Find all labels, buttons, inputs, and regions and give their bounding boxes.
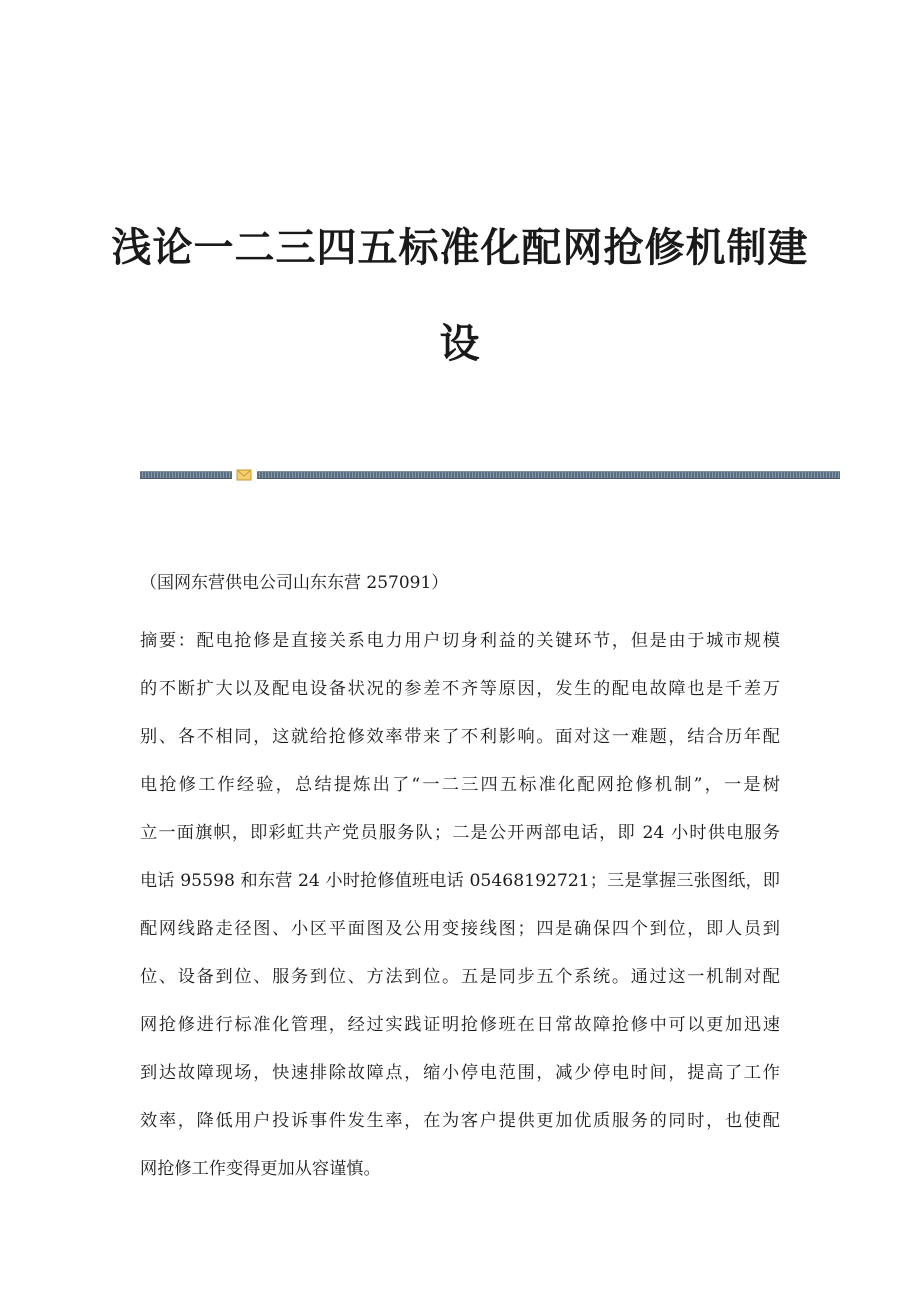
abstract-line: 电话 95598 和东营 24 小时抢修值班电话 05468192721；三是掌握三张图纸，即	[140, 871, 780, 891]
abstract-paragraph	[140, 617, 780, 1193]
document-title-line-2: 设	[439, 321, 481, 367]
abstract-line: 的不断扩大以及配电设备状况的参差不齐等原因，发生的配电故障也是千差万	[140, 679, 780, 699]
abstract-line: 到达故障现场，快速排除故障点，缩小停电范围，减少停电时间，提高了工作	[140, 1063, 780, 1083]
abstract-line: 别、各不相同，这就给抢修效率带来了不利影响。面对这一难题，结合历年配	[140, 727, 780, 747]
document-title-line-1: 浅论一二三四五标准化配网抢修机制建	[111, 225, 809, 271]
abstract-line: 位、设备到位、服务到位、方法到位。五是同步五个系统。通过这一机制对配	[140, 967, 780, 987]
abstract-line: 网抢修进行标准化管理，经过实践证明抢修班在日常故障抢修中可以更加迅速	[140, 1015, 780, 1035]
abstract-line: 摘要：配电抢修是直接关系电力用户切身利益的关键环节，但是由于城市规模	[140, 631, 780, 651]
author-affiliation: （国网东营供电公司山东东营 257091）	[140, 573, 449, 593]
title-divider-right	[257, 471, 840, 479]
envelope-ornament-icon	[236, 469, 252, 481]
abstract-line: 立一面旗帜，即彩虹共产党员服务队；二是公开两部电话，即 24 小时供电服务	[140, 823, 780, 843]
abstract-line: 电抢修工作经验，总结提炼出了“一二三四五标准化配网抢修机制”，一是树	[140, 775, 780, 795]
abstract-line: 配网线路走径图、小区平面图及公用变接线图；四是确保四个到位，即人员到	[140, 919, 780, 939]
abstract-line: 网抢修工作变得更加从容谨慎。	[140, 1159, 381, 1179]
title-divider-left	[140, 471, 232, 479]
abstract-line: 效率，降低用户投诉事件发生率，在为客户提供更加优质服务的同时，也使配	[140, 1111, 780, 1131]
